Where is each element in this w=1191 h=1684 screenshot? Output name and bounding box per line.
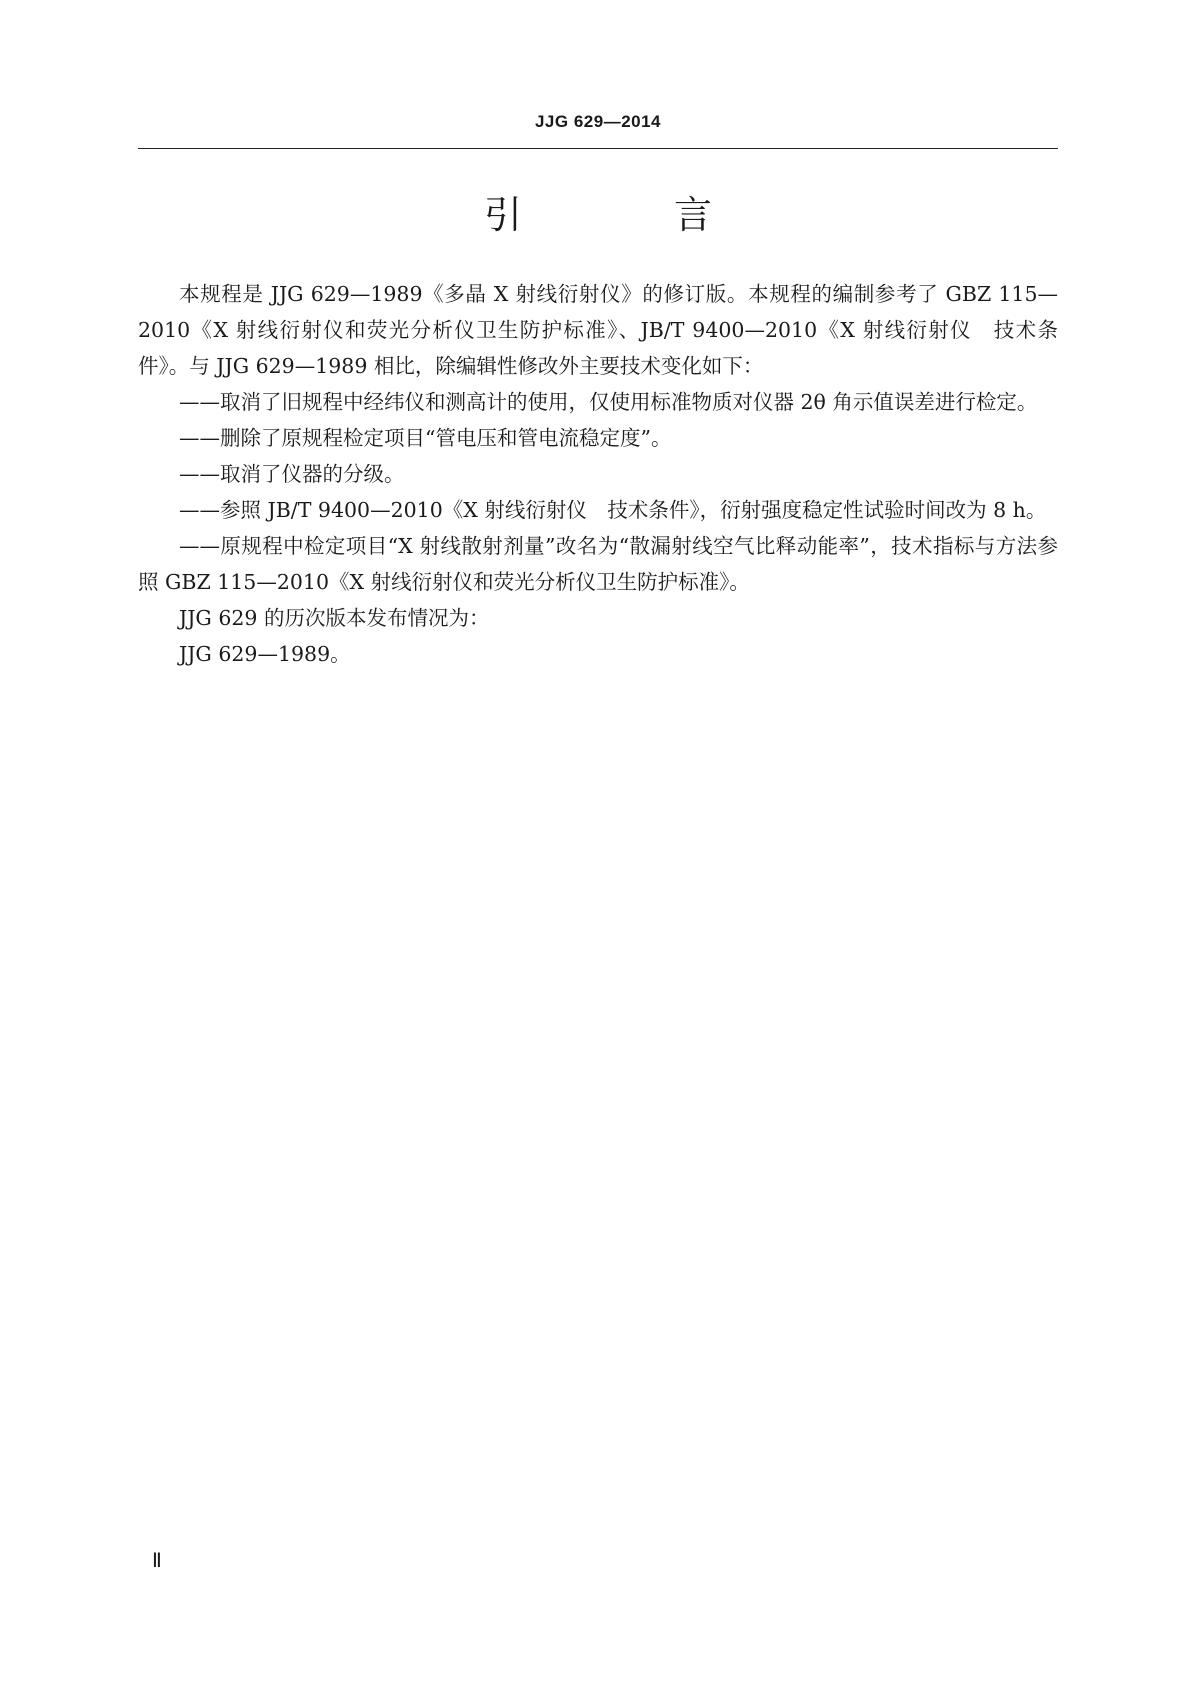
paragraph-history: JJG 629 的历次版本发布情况为：	[179, 606, 490, 630]
page-header: JJG 629—2014	[534, 112, 662, 131]
page-number: Ⅱ	[152, 1550, 162, 1572]
paragraph-change-2: ——删除了原规程检定项目“管电压和管电流稳定度”。	[179, 426, 672, 450]
paragraph-change-4: ——参照 JB/T 9400—2010《X 射线衍射仪 技术条件》，衍射强度稳定性试验时间改为 8 h。	[179, 498, 1047, 522]
paragraph-change-1: ——取消了旧规程中经纬仪和测高计的使用，仅使用标准物质对仪器 2θ 角示值误差进行检定。	[179, 390, 1038, 414]
paragraph-intro: 本规程是 JJG 629—1989《多晶 X 射线衍射仪》的修订版。本规程的编制参考了 GBZ 115—2010《X 射线衍射仪和荧光分析仪卫生防护标准》、JB/T 9400—2010《X 射线衍射仪 技术条件》。与 JJG 629—1989 相比，除编辑性修改外主要技术变化如下：	[138, 282, 1058, 378]
header-rule	[138, 148, 1058, 149]
body-text	[138, 276, 1058, 672]
paragraph-change-3: ——取消了仪器的分级。	[179, 462, 405, 486]
paragraph-change-5: ——原规程中检定项目“X 射线散射剂量”改名为“散漏射线空气比释动能率”，技术指标与方法参照 GBZ 115—2010《X 射线衍射仪和荧光分析仪卫生防护标准》。	[138, 534, 1058, 594]
paragraph-history-version: JJG 629—1989。	[179, 642, 351, 666]
page-title: 引 言	[483, 193, 783, 237]
